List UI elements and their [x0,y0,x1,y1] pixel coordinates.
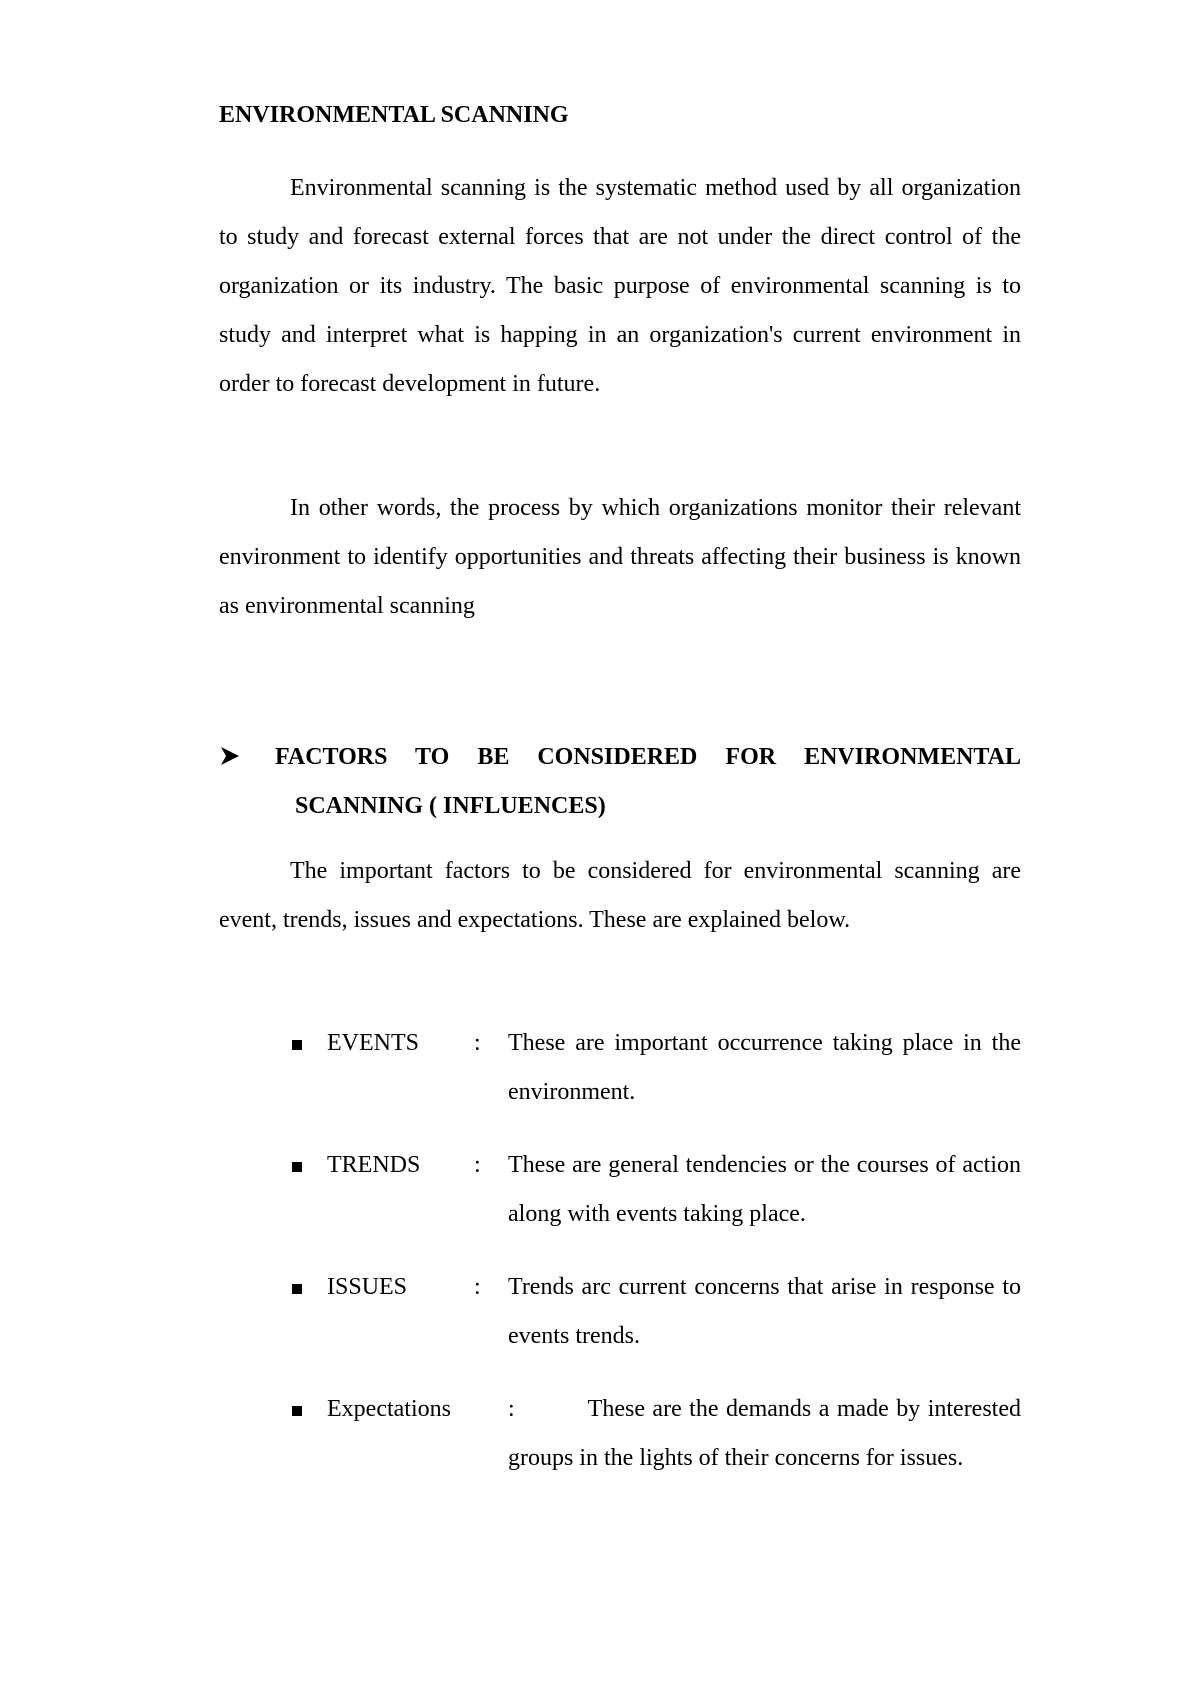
list-item-colon: : [474,1152,481,1178]
square-bullet-icon [292,1019,302,1068]
list-item-colon: : [474,1030,481,1056]
list-item-description-text: These are the demands a made by interested groups in the lights of their concerns for issues. [508,1396,1021,1471]
square-bullet-icon [292,1263,302,1312]
arrowhead-icon [219,733,253,782]
square-bullet-icon [292,1141,302,1190]
list-item-term: TRENDS [327,1152,421,1178]
list-item-term: EVENTS [327,1030,419,1056]
list-item-colon: : [508,1396,515,1422]
document-title: ENVIRONMENTAL SCANNING [219,102,569,128]
list-item-term: Expectations [327,1396,451,1422]
list-item-description: These are general tendencies or the courses of action along with events taking place. [508,1152,1021,1227]
list-item-description [508,1385,1021,1483]
square-bullet-icon [292,1385,302,1434]
list-item-colon: : [474,1274,481,1300]
list-item-term: ISSUES [327,1274,408,1300]
paragraph-definition: Environmental scanning is the systematic method used by all organization to study and forecast external forces that are not under the direct control of the organization or its industry. The basic purpose of environmental scanning is to study and interpret what is happing in an organization's current environment in order to forecast development in future. [219,175,1021,397]
paragraph-other-words: In other words, the process by which organizations monitor their relevant environment to identify opportunities and threats affecting their business is known as environmental scanning [219,495,1021,619]
section-heading-text: FACTORS TO BE CONSIDERED FOR ENVIRONMENTAL SCANNING ( INFLUENCES) [275,744,1021,819]
paragraph-factors-intro: The important factors to be considered for environmental scanning are event, trends, issues and expectations. These are explained below. [219,858,1021,933]
section-heading [219,733,1021,831]
list-item-description: Trends arc current concerns that arise in response to events trends. [508,1274,1021,1349]
list-item-description: These are important occurrence taking place in the environment. [508,1030,1021,1105]
